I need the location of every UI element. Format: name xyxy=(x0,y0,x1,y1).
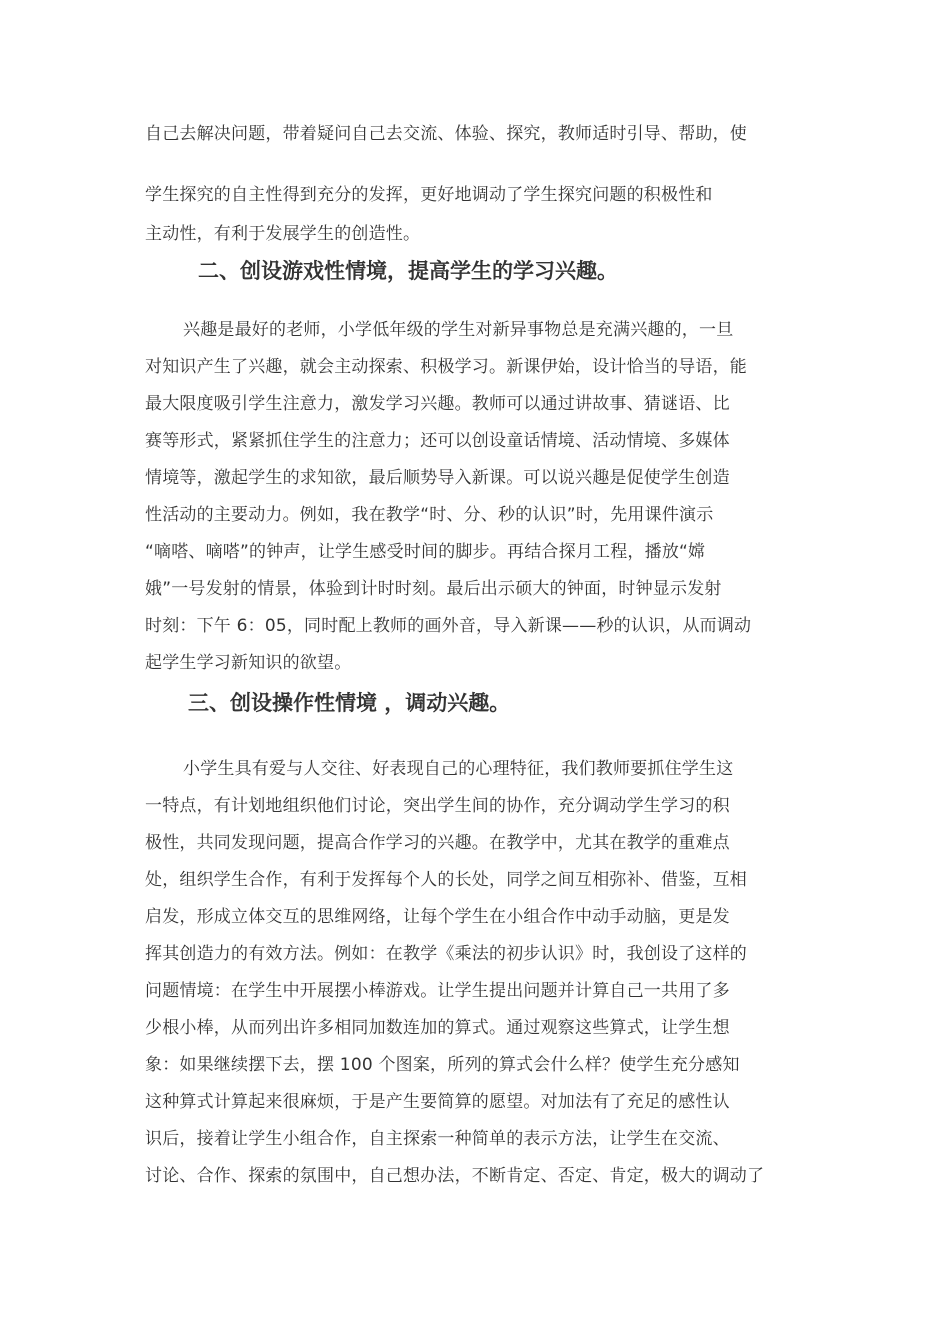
section-3-line-10: 这种算式计算起来很麻烦，于是产生要简算的愿望。对加法有了充足的感性认 xyxy=(145,1092,730,1112)
section-2-line-2: 对知识产生了兴趣，就会主动探索、积极学习。新课伊始，设计恰当的导语，能 xyxy=(145,357,747,377)
section-3-line-2: 一特点，有计划地组织他们讨论，突出学生间的协作，充分调动学生学习的积 xyxy=(145,796,730,816)
section-2-heading: 二、创设游戏性情境，提高学生的学习兴趣。 xyxy=(198,259,618,283)
section-3-heading: 三、创设操作性情境 ，调动兴趣。 xyxy=(188,691,511,715)
section-3-line-8: 少根小棒，从而列出许多相同加数连加的算式。通过观察这些算式，让学生想 xyxy=(145,1018,730,1038)
section-2-line-1: 兴趣是最好的老师，小学低年级的学生对新异事物总是充满兴趣的，一旦 xyxy=(183,320,734,340)
section-3-line-6: 挥其创造力的有效方法。例如：在教学《乘法的初步认识》时，我创设了这样的 xyxy=(145,944,747,964)
section-3-line-1: 小学生具有爱与人交往、好表现自己的心理特征，我们教师要抓住学生这 xyxy=(183,759,734,779)
section-3-line-5: 启发，形成立体交互的思维网络，让每个学生在小组合作中动手动脑，更是发 xyxy=(145,907,730,927)
section-2-line-9: 时刻：下午 6：05，同时配上教师的画外音，导入新课——秒的认识，从而调动 xyxy=(145,616,752,636)
intro-line-1: 自己去解决问题，带着疑问自己去交流、体验、探究，教师适时引导、帮助，使 xyxy=(145,124,747,144)
section-3-line-11: 识后，接着让学生小组合作，自主探索一种简单的表示方法，让学生在交流、 xyxy=(145,1129,730,1149)
section-3-line-7: 问题情境：在学生中开展摆小棒游戏。让学生提出问题并计算自己一共用了多 xyxy=(145,981,730,1001)
section-3-line-4: 处，组织学生合作，有利于发挥每个人的长处，同学之间互相弥补、借鉴，互相 xyxy=(145,870,747,890)
intro-line-2: 学生探究的自主性得到充分的发挥，更好地调动了学生探究问题的积极性和 xyxy=(145,185,713,205)
intro-line-3: 主动性，有利于发展学生的创造性。 xyxy=(145,224,421,244)
section-2-line-5: 情境等，激起学生的求知欲，最后顺势导入新课。可以说兴趣是促使学生创造 xyxy=(145,468,730,488)
section-3-line-9: 象：如果继续摆下去，摆 100 个图案，所列的算式会什么样？使学生充分感知 xyxy=(145,1055,740,1075)
section-3-line-12: 讨论、合作、探索的氛围中，自己想办法，不断肯定、否定、肯定，极大的调动了 xyxy=(145,1166,765,1186)
section-2-line-3: 最大限度吸引学生注意力，激发学习兴趣。教师可以通过讲故事、猜谜语、比 xyxy=(145,394,730,414)
section-2-line-8: 娥”一号发射的情景，体验到计时时刻。最后出示硕大的钟面，时钟显示发射 xyxy=(145,579,722,599)
section-2-line-4: 赛等形式，紧紧抓住学生的注意力；还可以创设童话情境、活动情境、多媒体 xyxy=(145,431,730,451)
section-2-line-6: 性活动的主要动力。例如，我在教学“时、分、秒的认识”时，先用课件演示 xyxy=(145,505,714,525)
section-2-line-7: “嘀嗒、嘀嗒”的钟声，让学生感受时间的脚步。再结合探月工程，播放“嫦 xyxy=(145,542,706,562)
section-2-line-10: 起学生学习新知识的欲望。 xyxy=(145,653,352,673)
section-3-line-3: 极性，共同发现问题，提高合作学习的兴趣。在教学中，尤其在教学的重难点 xyxy=(145,833,730,853)
